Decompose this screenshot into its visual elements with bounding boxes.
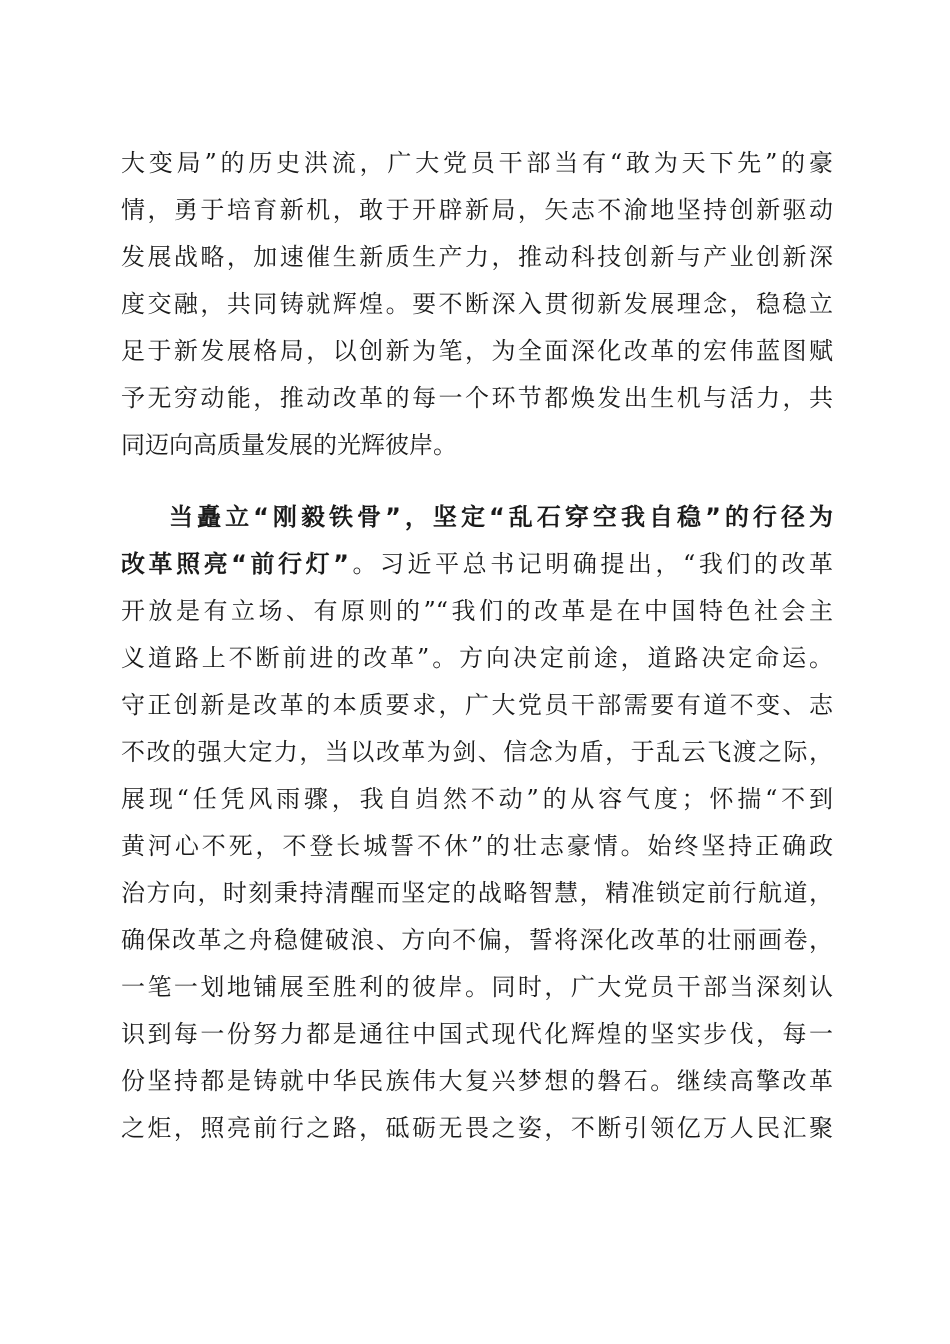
text-line: 份坚持都是铸就中华民族伟大复兴梦想的磐石。继续高擎改革 xyxy=(121,1067,833,1095)
text-line: 义道路上不断前进的改革”。方向决定前途，道路决定命运。 xyxy=(121,644,833,672)
paragraph-1 xyxy=(121,140,833,469)
paragraph-2 xyxy=(121,494,833,1152)
paragraph-heading: 当矗立“刚毅铁骨”，坚定“乱石穿空我自稳”的行径为 xyxy=(169,503,833,531)
text-line: 一笔一划地铺展至胜利的彼岸。同时，广大党员干部当深刻认 xyxy=(121,973,833,1001)
text-line: 治方向，时刻秉持清醒而坚定的战略智慧，精准锁定前行航道， xyxy=(121,879,833,907)
text-line: 黄河心不死，不登长城誓不休”的壮志豪情。始终坚持正确政 xyxy=(121,832,833,860)
text-line: 之炬，照亮前行之路，砥砺无畏之姿，不断引领亿万人民汇聚 xyxy=(121,1114,833,1142)
text-line: 确保改革之舟稳健破浪、方向不偏，誓将深化改革的壮丽画卷， xyxy=(121,926,833,954)
text-line: 足于新发展格局，以创新为笔，为全面深化改革的宏伟蓝图赋 xyxy=(121,337,833,365)
paragraph-heading-end: 改革照亮“前行灯” xyxy=(121,550,349,578)
text-line: 识到每一份努力都是通往中国式现代化辉煌的坚实步伐，每一 xyxy=(121,1020,833,1048)
text-line: 开放是有立场、有原则的”“我们的改革是在中国特色社会主 xyxy=(121,597,833,625)
text-line: 不改的强大定力，当以改革为剑、信念为盾，于乱云飞渡之际， xyxy=(121,738,833,766)
text-line: 发展战略，加速催生新质生产力，推动科技创新与产业创新深 xyxy=(121,243,833,271)
text-line: 予无穷动能，推动改革的每一个环节都焕发出生机与活力，共 xyxy=(121,384,833,412)
heading-continuation-line xyxy=(121,541,833,588)
paragraph-text: 。习近平总书记明确提出，“我们的改革 xyxy=(348,550,834,578)
text-line: 同迈向高质量发展的光辉彼岸。 xyxy=(121,431,457,459)
text-line: 守正创新是改革的本质要求，广大党员干部需要有道不变、志 xyxy=(121,691,833,719)
text-line: 大变局”的历史洪流，广大党员干部当有“敢为天下先”的豪 xyxy=(121,149,833,177)
text-line: 情，勇于培育新机，敢于开辟新局，矢志不渝地坚持创新驱动 xyxy=(121,196,833,224)
text-line: 展现“任凭风雨骤，我自岿然不动”的从容气度；怀揣“不到 xyxy=(121,785,833,813)
text-line: 度交融，共同铸就辉煌。要不断深入贯彻新发展理念，稳稳立 xyxy=(121,290,833,318)
